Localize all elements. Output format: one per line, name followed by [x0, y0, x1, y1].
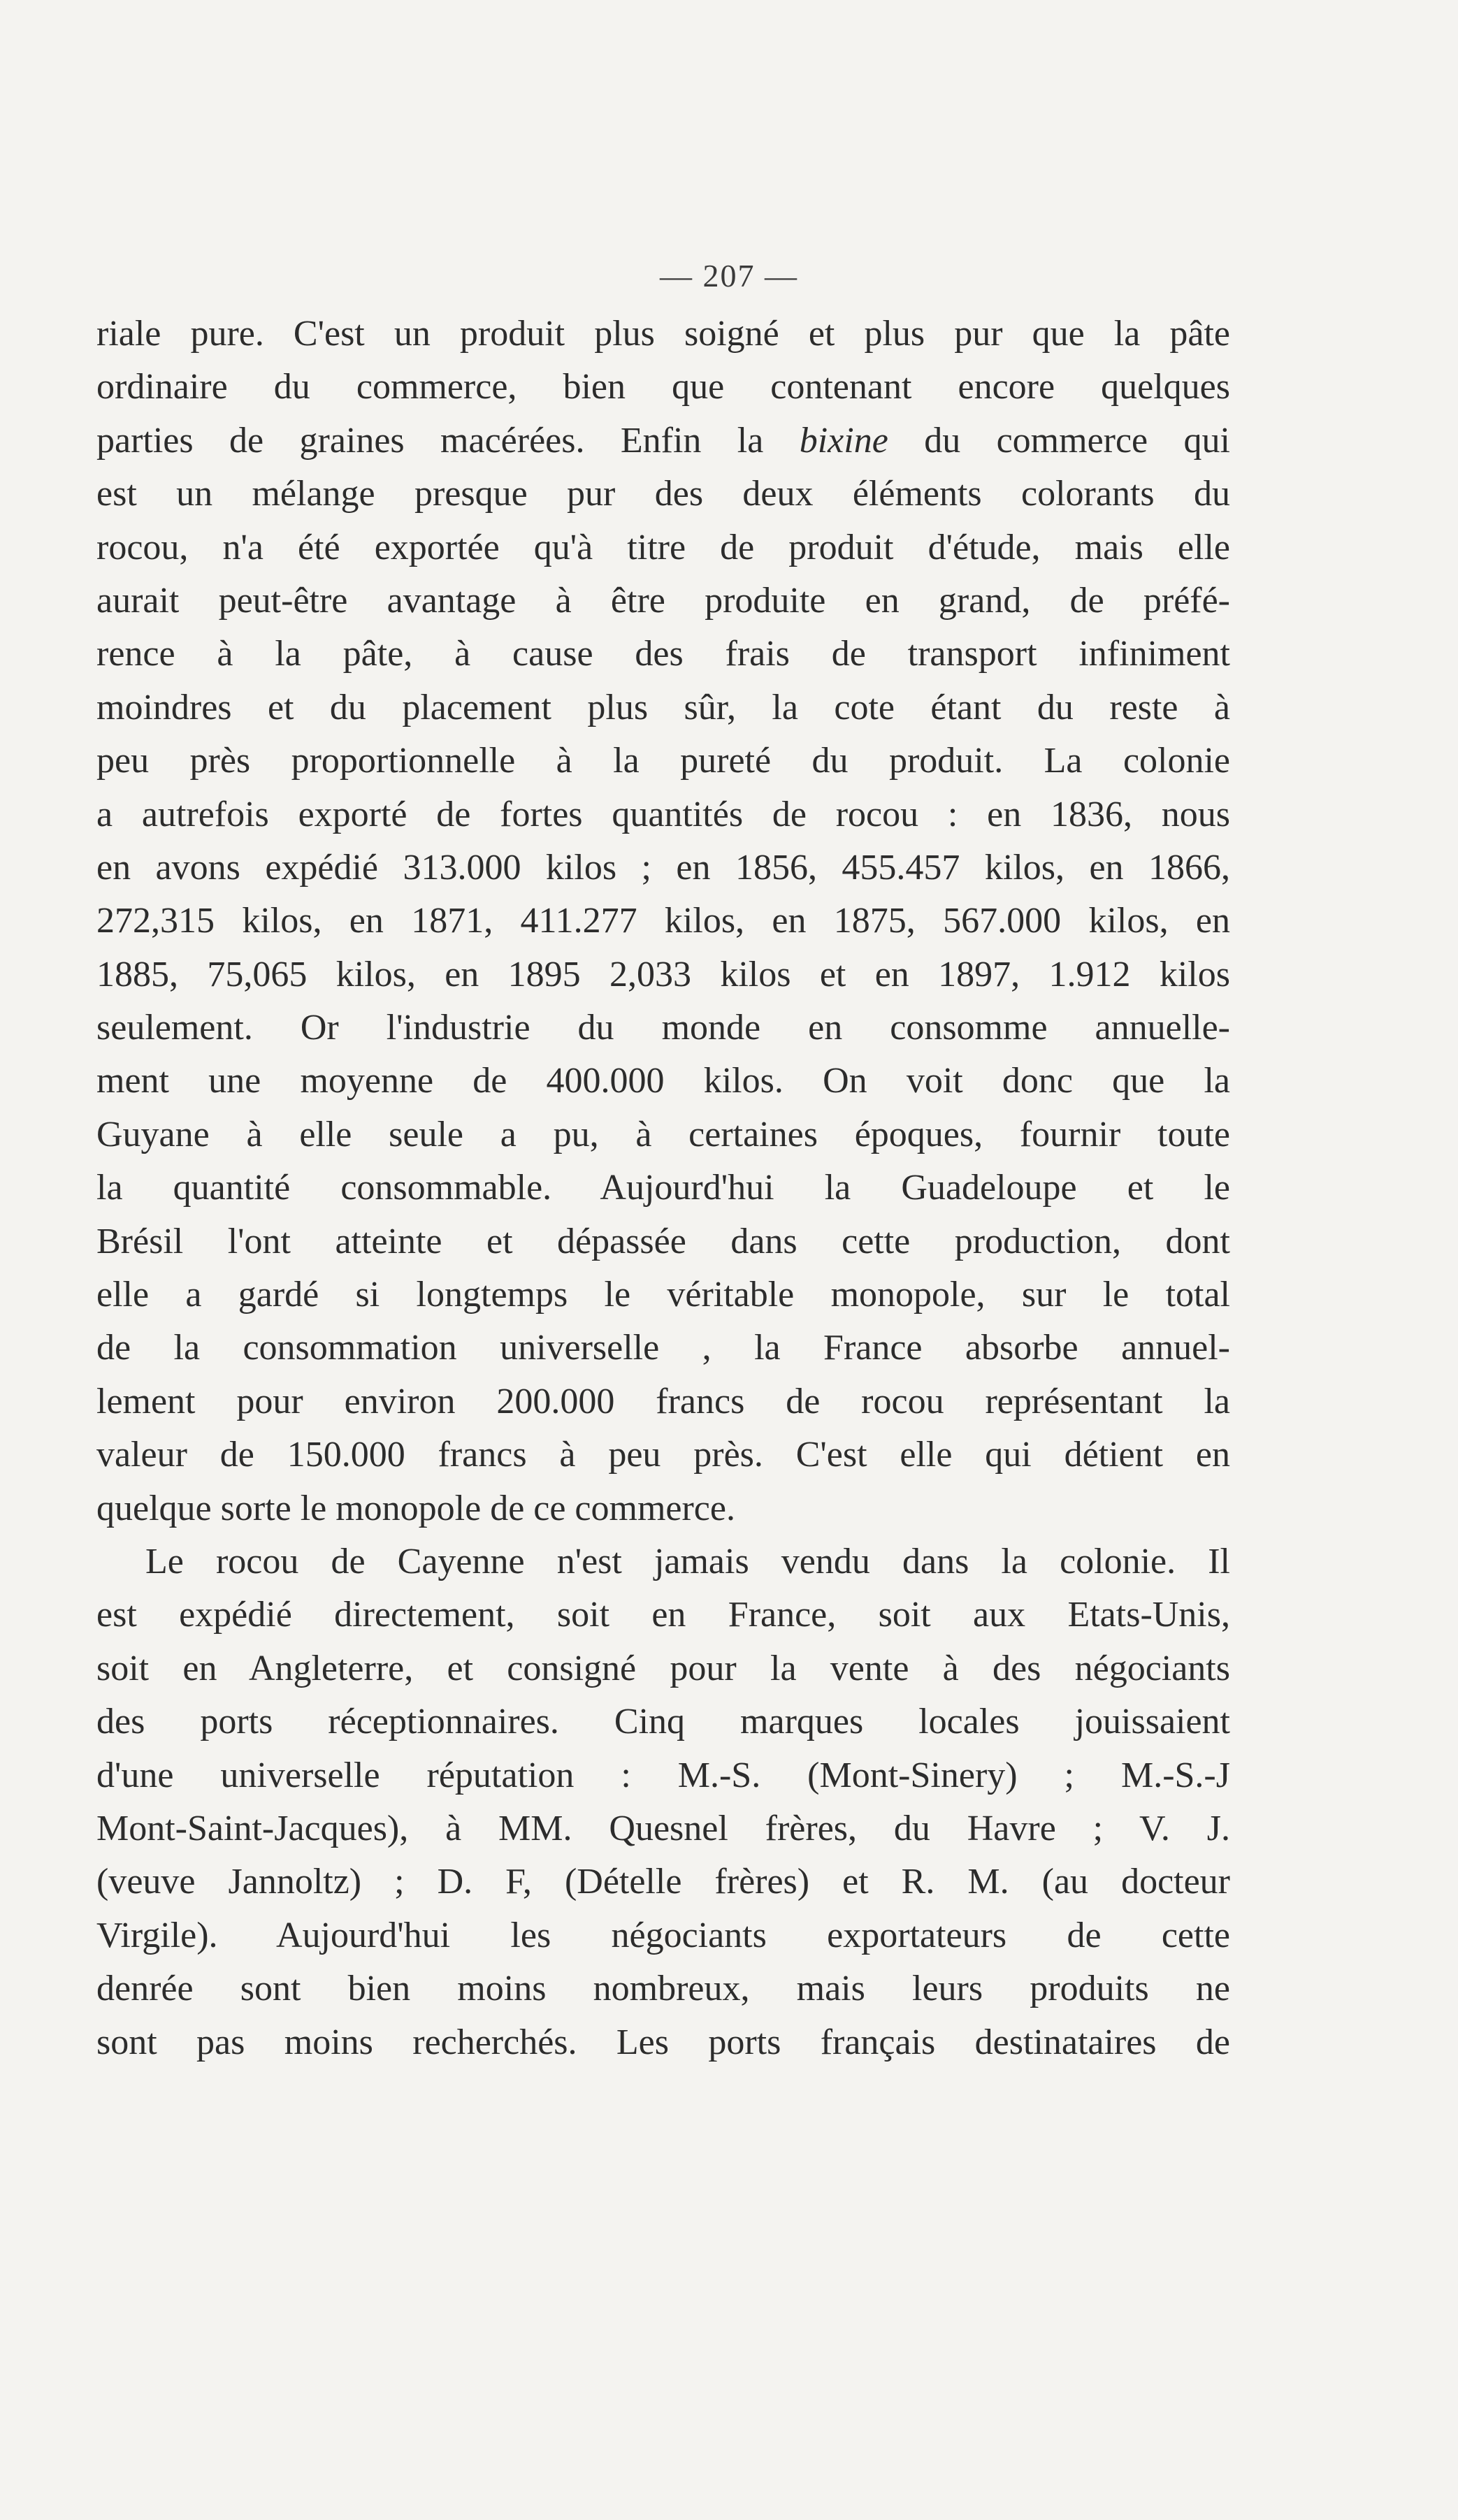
text-line	[96, 948, 1230, 1001]
text-segment: sont pas moins recherchés. Les ports français destinataires de	[96, 2022, 1230, 2062]
text-segment: 1885, 75,065 kilos, en 1895 2,033 kilos et en 1897, 1.912 kilos	[96, 954, 1230, 994]
text-segment: a autrefois exporté de fortes quantités de rocou : en 1836, nous	[96, 794, 1230, 834]
text-line	[96, 628, 1230, 681]
text-segment: est expédié directement, soit en France, soit aux Etats-Unis,	[96, 1595, 1230, 1635]
text-segment: seulement. Or l'industrie du monde en consomme annuelle-	[96, 1008, 1230, 1048]
text-segment: soit en Angleterre, et consigné pour la vente à des négociants	[96, 1648, 1230, 1688]
text-segment: Guyane à elle seule a pu, à certaines époques, fournir toute	[96, 1114, 1230, 1154]
text-line	[96, 1321, 1230, 1375]
text-segment: Mont-Saint-Jacques), à MM. Quesnel frères, du Havre ; V. J.	[96, 1808, 1230, 1848]
text-line	[96, 1108, 1230, 1161]
text-segment: parties de graines macérées. Enfin la	[96, 420, 800, 461]
text-segment: elle a gardé si longtemps le véritable monopole, sur le total	[96, 1275, 1230, 1315]
text-line	[96, 1909, 1230, 1962]
text-line	[96, 895, 1230, 948]
text-line	[96, 1855, 1230, 1909]
text-line	[96, 1642, 1230, 1695]
text-segment: Virgile). Aujourd'hui les négociants exportateurs de cette	[96, 1915, 1230, 1955]
page-number: — 207 —	[660, 258, 798, 294]
text-segment: rocou, n'a été exportée qu'à titre de produit d'étude, mais elle	[96, 527, 1230, 567]
text-segment: riale pure. C'est un produit plus soigné et plus pur que la pâte	[96, 314, 1230, 354]
text-line	[96, 1482, 1230, 1535]
text-segment: lement pour environ 200.000 francs de rocou représentant la	[96, 1381, 1230, 1421]
text-line	[96, 307, 1230, 361]
text-line	[96, 1535, 1230, 1588]
text-line	[96, 1055, 1230, 1108]
text-line	[96, 1588, 1230, 1642]
text-segment: de la consommation universelle , la France absorbe annuel-	[96, 1328, 1230, 1368]
text-segment: des ports réceptionnaires. Cinq marques locales jouissaient	[96, 1702, 1230, 1742]
text-line	[96, 1268, 1230, 1321]
text-line	[96, 1749, 1230, 1802]
text-segment: aurait peut-être avantage à être produite en grand, de préfé-	[96, 580, 1230, 621]
text-segment: Le rocou de Cayenne n'est jamais vendu dans la colonie. Il	[145, 1541, 1230, 1581]
text-line	[96, 468, 1230, 521]
text-line	[96, 1962, 1230, 2015]
text-line	[96, 1215, 1230, 1268]
text-segment: d'une universelle réputation : M.-S. (Mont-Sinery) ; M.-S.-J	[96, 1755, 1230, 1795]
text-line	[96, 734, 1230, 788]
text-segment: peu près proportionnelle à la pureté du produit. La colonie	[96, 741, 1230, 781]
text-segment: la quantité consommable. Aujourd'hui la Guadeloupe et le	[96, 1168, 1230, 1208]
text-segment: Brésil l'ont atteinte et dépassée dans cette production, dont	[96, 1221, 1230, 1261]
text-line	[96, 681, 1230, 734]
text-line	[96, 1001, 1230, 1055]
text-segment: moindres et du placement plus sûr, la cote étant du reste à	[96, 687, 1230, 727]
text-line	[96, 841, 1230, 895]
text-line	[96, 1161, 1230, 1215]
text-segment: ordinaire du commerce, bien que contenant encore quelques	[96, 367, 1230, 407]
text-line	[96, 574, 1230, 628]
text-segment: du commerce qui	[888, 420, 1230, 461]
text-line	[96, 2016, 1230, 2069]
text-line	[96, 1695, 1230, 1748]
text-line	[96, 414, 1230, 468]
text-line	[96, 1428, 1230, 1482]
text-line	[96, 1802, 1230, 1855]
italic-term: bixine	[799, 420, 888, 461]
text-segment: denrée sont bien moins nombreux, mais leurs produits ne	[96, 1969, 1230, 2009]
body-text	[96, 307, 1230, 2069]
text-segment: ment une moyenne de 400.000 kilos. On voit donc que la	[96, 1061, 1230, 1101]
text-segment: en avons expédié 313.000 kilos ; en 1856, 455.457 kilos, en 1866,	[96, 847, 1230, 888]
text-line	[96, 361, 1230, 414]
text-segment: est un mélange presque pur des deux éléments colorants du	[96, 474, 1230, 514]
text-segment: valeur de 150.000 francs à peu près. C'est elle qui détient en	[96, 1435, 1230, 1475]
text-line	[96, 521, 1230, 574]
text-segment: 272,315 kilos, en 1871, 411.277 kilos, en 1875, 567.000 kilos, en	[96, 901, 1230, 941]
text-line	[96, 788, 1230, 841]
text-segment: rence à la pâte, à cause des frais de transport infiniment	[96, 634, 1230, 674]
text-segment: (veuve Jannoltz) ; D. F, (Dételle frères) et R. M. (au docteur	[96, 1862, 1230, 1902]
text-line	[96, 1375, 1230, 1428]
text-segment: quelque sorte le monopole de ce commerce.	[96, 1488, 735, 1528]
